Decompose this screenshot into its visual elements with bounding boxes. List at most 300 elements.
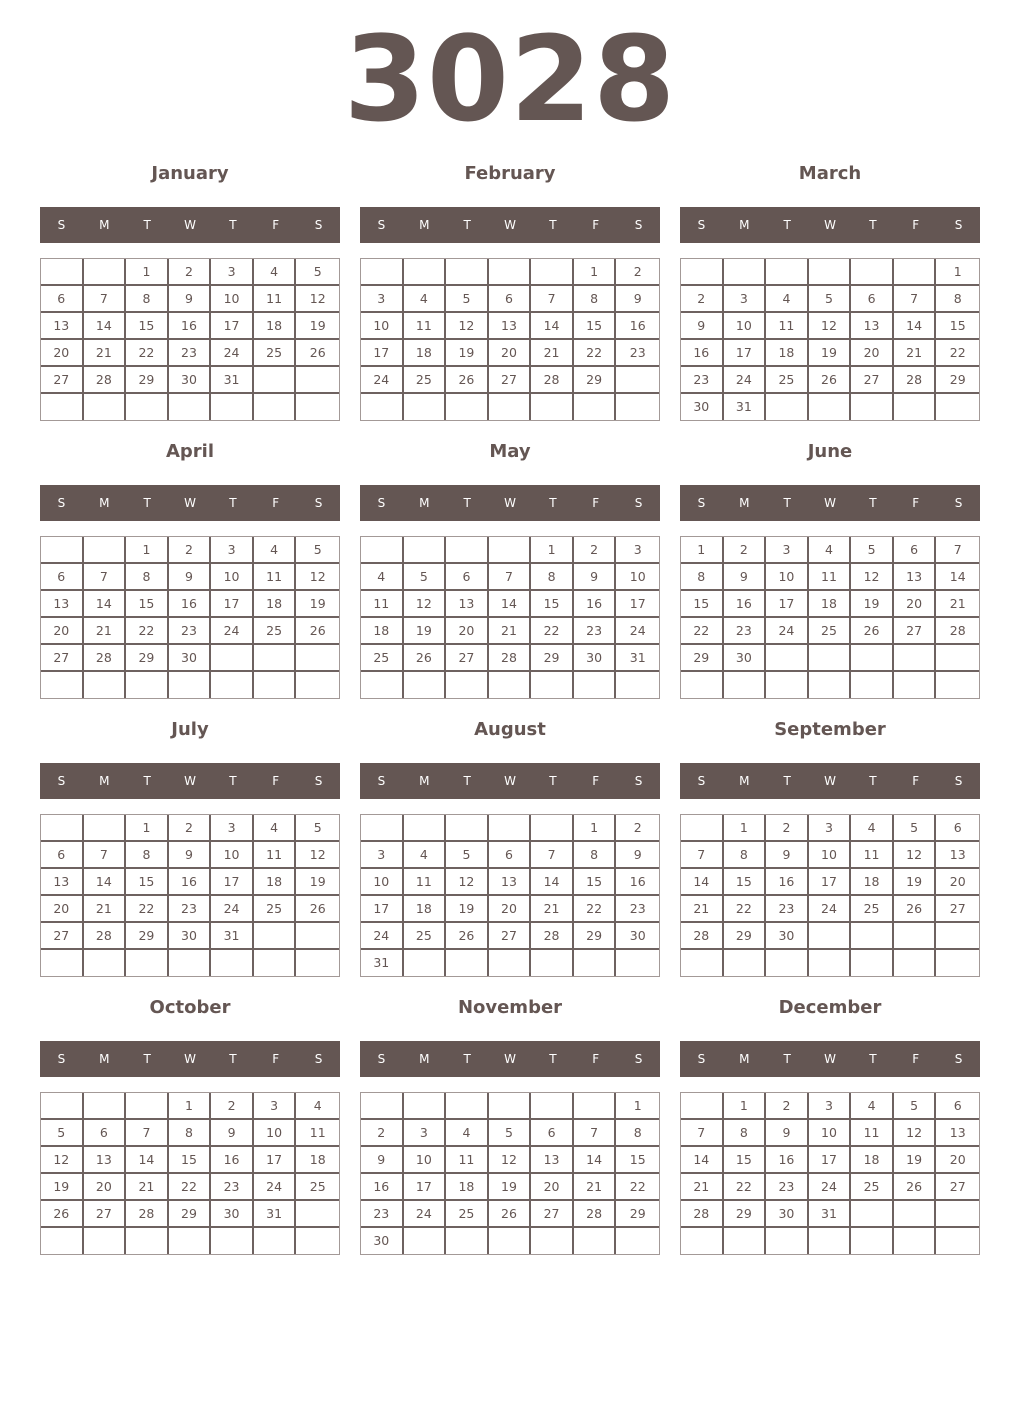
day-cell: 17	[211, 591, 254, 618]
weekday-header	[40, 1041, 340, 1077]
day-cell	[84, 950, 127, 976]
day-cell: 6	[894, 537, 937, 564]
day-cell: 20	[489, 896, 532, 923]
day-cell	[211, 672, 254, 698]
day-cell: 22	[681, 618, 724, 645]
day-cell	[681, 259, 724, 286]
day-cell: 14	[574, 1147, 617, 1174]
day-cell: 4	[809, 537, 852, 564]
day-cell	[489, 1228, 532, 1254]
weekday-label: T	[143, 218, 151, 232]
day-cell: 13	[851, 313, 894, 340]
day-cell: 4	[851, 815, 894, 842]
day-cell: 17	[809, 1147, 852, 1174]
day-cell	[361, 259, 404, 286]
day-cell	[851, 394, 894, 420]
month-january	[40, 156, 340, 428]
day-cell: 28	[936, 618, 979, 645]
day-cell	[296, 950, 339, 976]
day-cell	[296, 367, 339, 394]
day-cell: 30	[211, 1201, 254, 1228]
day-cell: 6	[936, 815, 979, 842]
weekday-label: W	[824, 774, 836, 788]
day-cell: 17	[404, 1174, 447, 1201]
day-cell: 25	[404, 923, 447, 950]
day-cell: 16	[616, 869, 659, 896]
day-cell: 23	[574, 618, 617, 645]
day-cell: 17	[361, 340, 404, 367]
day-cell	[446, 1228, 489, 1254]
day-cell: 20	[41, 896, 84, 923]
month-september	[680, 712, 980, 984]
day-cell	[531, 950, 574, 976]
day-cell: 26	[894, 896, 937, 923]
day-cell: 24	[211, 896, 254, 923]
day-cell: 19	[894, 869, 937, 896]
day-cell: 22	[724, 896, 767, 923]
day-cell: 29	[681, 645, 724, 672]
day-cell: 30	[681, 394, 724, 420]
day-cell	[211, 1228, 254, 1254]
day-cell: 2	[169, 537, 212, 564]
day-cell: 6	[531, 1120, 574, 1147]
day-cell: 26	[296, 340, 339, 367]
day-cell: 2	[361, 1120, 404, 1147]
day-cell: 2	[766, 815, 809, 842]
day-cell: 30	[724, 645, 767, 672]
weekday-label: T	[549, 496, 557, 510]
day-cell: 15	[126, 313, 169, 340]
weekday-label: W	[504, 218, 516, 232]
day-cell: 25	[254, 896, 297, 923]
day-cell: 7	[126, 1120, 169, 1147]
day-cell	[84, 672, 127, 698]
weekday-label: S	[377, 218, 386, 232]
day-cell	[724, 950, 767, 976]
day-cell	[211, 645, 254, 672]
day-cell: 13	[894, 564, 937, 591]
day-cell: 22	[531, 618, 574, 645]
day-cell	[126, 672, 169, 698]
day-cell: 17	[809, 869, 852, 896]
weekday-label: S	[954, 1052, 963, 1066]
day-cell: 21	[84, 618, 127, 645]
day-cell: 27	[41, 367, 84, 394]
day-cell: 3	[616, 537, 659, 564]
day-cell: 25	[254, 340, 297, 367]
day-cell: 20	[894, 591, 937, 618]
day-cell	[766, 259, 809, 286]
day-cell	[41, 1228, 84, 1254]
day-cell	[361, 672, 404, 698]
day-cell: 18	[809, 591, 852, 618]
day-grid	[40, 258, 340, 421]
day-cell: 15	[724, 869, 767, 896]
day-cell: 11	[361, 591, 404, 618]
day-cell: 27	[936, 1174, 979, 1201]
day-cell: 16	[616, 313, 659, 340]
day-cell: 26	[851, 618, 894, 645]
weekday-header	[360, 1041, 660, 1077]
day-cell	[446, 815, 489, 842]
day-cell	[126, 1093, 169, 1120]
weekday-label: F	[272, 1052, 280, 1066]
day-cell: 24	[616, 618, 659, 645]
day-cell: 13	[41, 591, 84, 618]
day-cell	[41, 1093, 84, 1120]
weekday-label: T	[783, 218, 791, 232]
day-cell: 22	[169, 1174, 212, 1201]
month-november	[360, 990, 660, 1262]
day-cell: 6	[446, 564, 489, 591]
weekday-label: S	[697, 496, 706, 510]
day-cell	[681, 672, 724, 698]
day-cell: 10	[809, 1120, 852, 1147]
day-cell: 29	[126, 645, 169, 672]
day-cell	[574, 394, 617, 420]
day-cell: 25	[446, 1201, 489, 1228]
day-cell: 21	[681, 1174, 724, 1201]
month-june	[680, 434, 980, 706]
month-april	[40, 434, 340, 706]
day-cell	[894, 645, 937, 672]
day-cell: 25	[851, 896, 894, 923]
day-cell: 28	[84, 367, 127, 394]
day-cell: 24	[211, 340, 254, 367]
day-cell: 4	[766, 286, 809, 313]
day-cell: 5	[446, 842, 489, 869]
day-cell: 13	[489, 313, 532, 340]
day-cell: 12	[404, 591, 447, 618]
day-cell: 12	[446, 313, 489, 340]
day-cell	[404, 537, 447, 564]
month-title: January	[151, 163, 229, 184]
month-october	[40, 990, 340, 1262]
day-cell: 16	[169, 591, 212, 618]
day-cell: 15	[681, 591, 724, 618]
day-cell: 18	[254, 869, 297, 896]
weekday-label: S	[954, 774, 963, 788]
day-cell	[361, 815, 404, 842]
day-cell	[361, 1093, 404, 1120]
day-cell	[809, 394, 852, 420]
day-cell	[211, 394, 254, 420]
day-cell: 5	[41, 1120, 84, 1147]
day-cell	[851, 950, 894, 976]
day-cell: 26	[296, 618, 339, 645]
month-title: February	[464, 163, 556, 184]
day-grid	[680, 258, 980, 421]
weekday-label: T	[463, 1052, 471, 1066]
day-cell	[681, 1093, 724, 1120]
day-cell: 18	[254, 591, 297, 618]
day-cell: 8	[574, 286, 617, 313]
day-cell	[936, 923, 979, 950]
weekday-label: T	[463, 496, 471, 510]
day-cell	[254, 394, 297, 420]
day-cell	[84, 537, 127, 564]
day-cell: 29	[169, 1201, 212, 1228]
day-cell: 17	[361, 896, 404, 923]
day-cell: 14	[936, 564, 979, 591]
day-cell: 30	[361, 1228, 404, 1254]
weekday-label: F	[592, 774, 600, 788]
day-cell: 17	[616, 591, 659, 618]
day-cell: 10	[361, 869, 404, 896]
day-cell: 15	[616, 1147, 659, 1174]
day-cell: 6	[84, 1120, 127, 1147]
weekday-label: W	[824, 496, 836, 510]
weekday-label: T	[869, 218, 877, 232]
day-cell	[681, 1228, 724, 1254]
day-cell: 12	[894, 1120, 937, 1147]
day-cell	[936, 950, 979, 976]
day-cell: 18	[254, 313, 297, 340]
day-cell: 7	[489, 564, 532, 591]
day-cell: 15	[531, 591, 574, 618]
day-cell: 27	[446, 645, 489, 672]
day-cell: 21	[681, 896, 724, 923]
day-cell	[296, 645, 339, 672]
weekday-label: T	[143, 774, 151, 788]
day-cell: 13	[936, 1120, 979, 1147]
day-cell: 18	[446, 1174, 489, 1201]
day-cell	[446, 259, 489, 286]
weekday-label: T	[549, 218, 557, 232]
day-cell: 19	[489, 1174, 532, 1201]
weekday-label: W	[504, 496, 516, 510]
day-cell: 3	[809, 1093, 852, 1120]
day-cell: 2	[616, 815, 659, 842]
day-cell: 14	[84, 869, 127, 896]
day-cell	[766, 950, 809, 976]
day-cell: 7	[84, 286, 127, 313]
month-title: May	[489, 441, 531, 462]
weekday-label: S	[634, 1052, 643, 1066]
weekday-label: T	[463, 774, 471, 788]
weekday-label: M	[99, 774, 110, 788]
weekday-label: T	[229, 774, 237, 788]
day-cell	[724, 259, 767, 286]
day-cell: 7	[531, 842, 574, 869]
weekday-label: M	[99, 1052, 110, 1066]
day-grid	[680, 1092, 980, 1255]
weekday-label: M	[419, 774, 430, 788]
day-cell: 6	[851, 286, 894, 313]
day-cell: 19	[851, 591, 894, 618]
month-title: April	[165, 441, 215, 462]
day-cell: 10	[766, 564, 809, 591]
day-cell: 11	[446, 1147, 489, 1174]
day-cell: 19	[296, 869, 339, 896]
weekday-label: F	[912, 218, 920, 232]
day-cell: 3	[211, 259, 254, 286]
day-cell: 1	[936, 259, 979, 286]
day-cell: 4	[404, 286, 447, 313]
day-cell: 5	[296, 815, 339, 842]
day-cell: 29	[936, 367, 979, 394]
day-cell: 13	[936, 842, 979, 869]
day-cell: 8	[126, 842, 169, 869]
day-cell: 8	[616, 1120, 659, 1147]
day-cell	[616, 1228, 659, 1254]
day-cell	[84, 259, 127, 286]
weekday-label: S	[634, 496, 643, 510]
day-cell: 3	[211, 815, 254, 842]
day-cell	[254, 1228, 297, 1254]
weekday-label: W	[824, 218, 836, 232]
day-cell: 1	[126, 815, 169, 842]
day-cell: 13	[41, 313, 84, 340]
day-cell: 11	[766, 313, 809, 340]
day-cell	[489, 1093, 532, 1120]
day-cell: 3	[211, 537, 254, 564]
day-cell: 7	[84, 564, 127, 591]
day-cell: 30	[169, 367, 212, 394]
day-cell	[724, 672, 767, 698]
day-cell: 6	[41, 842, 84, 869]
weekday-label: T	[143, 496, 151, 510]
day-cell: 9	[169, 842, 212, 869]
day-cell: 25	[851, 1174, 894, 1201]
day-cell: 16	[211, 1147, 254, 1174]
day-cell: 31	[809, 1201, 852, 1228]
day-cell	[404, 259, 447, 286]
day-cell: 10	[211, 842, 254, 869]
month-title: October	[149, 997, 231, 1018]
day-cell	[489, 394, 532, 420]
weekday-label: T	[549, 1052, 557, 1066]
day-cell: 12	[446, 869, 489, 896]
day-cell	[851, 923, 894, 950]
day-cell: 21	[936, 591, 979, 618]
day-cell	[84, 1093, 127, 1120]
weekday-label: F	[592, 218, 600, 232]
day-cell: 16	[724, 591, 767, 618]
day-cell	[809, 1228, 852, 1254]
day-cell	[894, 394, 937, 420]
day-cell: 4	[296, 1093, 339, 1120]
day-cell: 25	[361, 645, 404, 672]
weekday-header	[680, 485, 980, 521]
day-cell: 14	[126, 1147, 169, 1174]
day-cell	[489, 537, 532, 564]
day-cell: 1	[724, 815, 767, 842]
day-cell: 2	[169, 259, 212, 286]
day-cell: 18	[296, 1147, 339, 1174]
day-cell: 27	[531, 1201, 574, 1228]
day-cell	[766, 672, 809, 698]
day-cell: 9	[169, 286, 212, 313]
day-cell: 1	[169, 1093, 212, 1120]
day-cell: 14	[84, 591, 127, 618]
day-cell: 3	[254, 1093, 297, 1120]
day-cell: 26	[446, 367, 489, 394]
day-cell	[169, 672, 212, 698]
day-cell	[894, 672, 937, 698]
weekday-header	[680, 207, 980, 243]
day-cell: 7	[894, 286, 937, 313]
day-cell: 9	[681, 313, 724, 340]
day-cell: 27	[936, 896, 979, 923]
day-cell: 7	[531, 286, 574, 313]
day-cell	[84, 394, 127, 420]
day-cell	[531, 394, 574, 420]
day-cell: 19	[446, 896, 489, 923]
day-cell: 9	[766, 1120, 809, 1147]
day-cell	[489, 259, 532, 286]
day-cell: 16	[766, 869, 809, 896]
month-may	[360, 434, 660, 706]
weekday-label: F	[592, 1052, 600, 1066]
day-cell: 11	[851, 1120, 894, 1147]
weekday-header	[40, 485, 340, 521]
weekday-label: S	[697, 218, 706, 232]
day-cell: 21	[84, 896, 127, 923]
day-cell: 1	[574, 815, 617, 842]
day-cell: 12	[296, 564, 339, 591]
day-cell: 24	[724, 367, 767, 394]
weekday-label: T	[783, 496, 791, 510]
weekday-header	[360, 207, 660, 243]
day-cell: 30	[616, 923, 659, 950]
day-cell: 29	[616, 1201, 659, 1228]
day-cell: 14	[894, 313, 937, 340]
day-cell	[489, 950, 532, 976]
weekday-label: T	[783, 1052, 791, 1066]
weekday-label: S	[377, 496, 386, 510]
day-cell: 15	[574, 313, 617, 340]
day-cell	[126, 394, 169, 420]
day-cell: 28	[126, 1201, 169, 1228]
day-cell: 20	[851, 340, 894, 367]
month-title: June	[807, 441, 853, 462]
weekday-label: M	[419, 218, 430, 232]
day-cell: 31	[361, 950, 404, 976]
day-cell: 16	[766, 1147, 809, 1174]
day-cell	[296, 394, 339, 420]
day-cell: 31	[724, 394, 767, 420]
day-cell	[404, 815, 447, 842]
day-cell	[809, 672, 852, 698]
day-cell: 11	[254, 286, 297, 313]
month-august	[360, 712, 660, 984]
day-cell: 22	[126, 340, 169, 367]
day-cell: 20	[936, 869, 979, 896]
day-cell: 23	[169, 618, 212, 645]
day-cell	[809, 950, 852, 976]
weekday-label: S	[954, 218, 963, 232]
day-cell: 6	[41, 564, 84, 591]
weekday-label: F	[912, 774, 920, 788]
weekday-label: T	[869, 1052, 877, 1066]
day-cell: 20	[41, 340, 84, 367]
day-cell: 29	[724, 1201, 767, 1228]
day-cell	[404, 950, 447, 976]
day-cell: 2	[574, 537, 617, 564]
day-cell: 23	[616, 340, 659, 367]
weekday-label: F	[912, 496, 920, 510]
weekday-label: S	[377, 1052, 386, 1066]
day-cell: 9	[616, 286, 659, 313]
day-cell	[936, 1201, 979, 1228]
day-cell: 3	[809, 815, 852, 842]
month-february	[360, 156, 660, 428]
weekday-header	[360, 763, 660, 799]
day-cell: 15	[936, 313, 979, 340]
day-cell	[254, 950, 297, 976]
day-cell: 21	[531, 340, 574, 367]
